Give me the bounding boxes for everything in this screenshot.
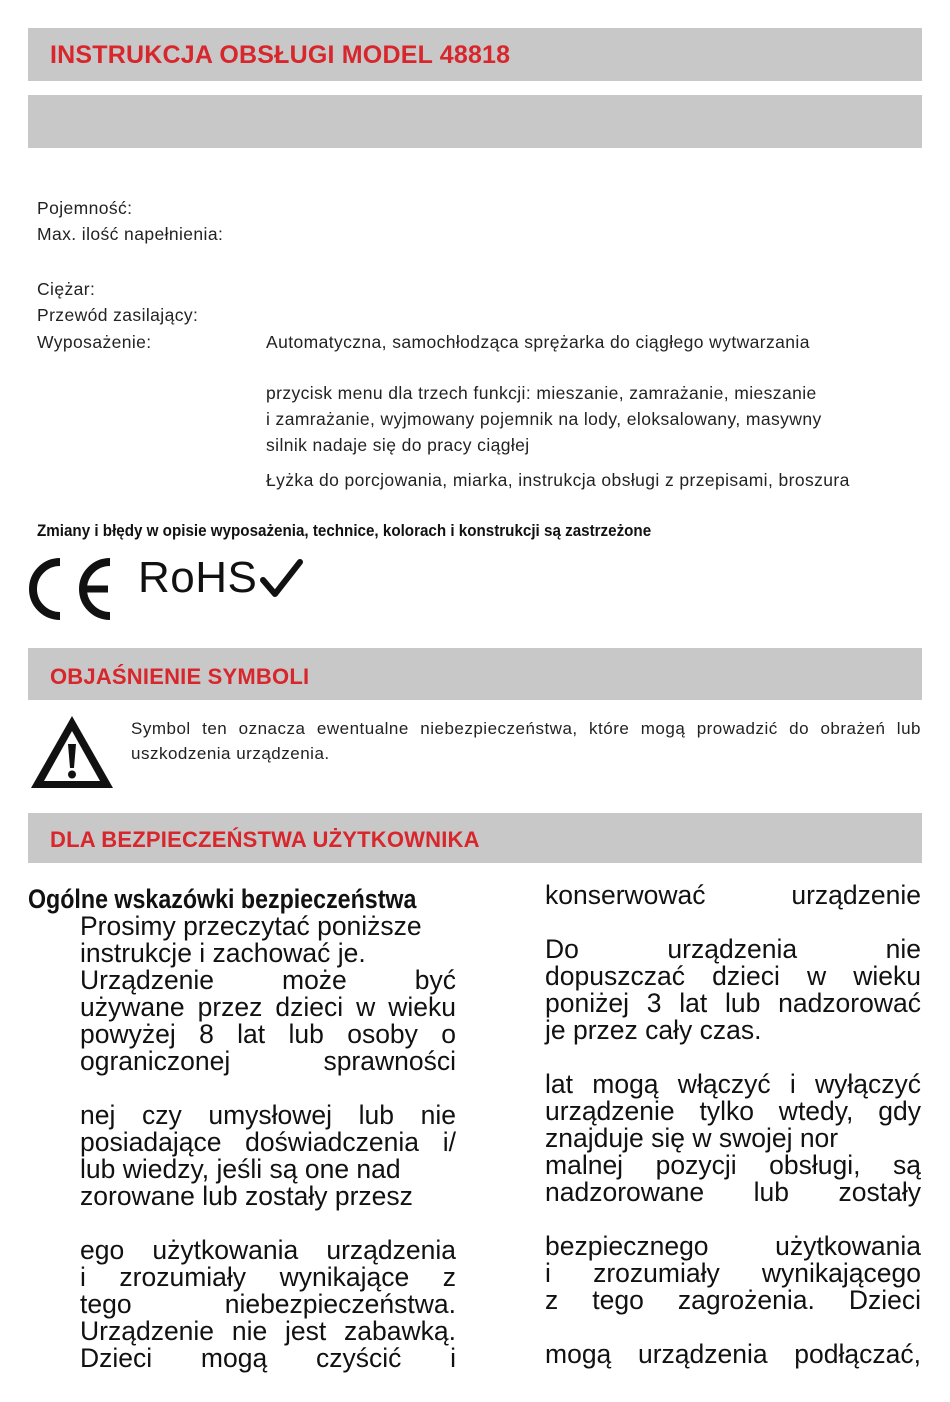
spec-capacity-label: Pojemność:	[37, 198, 133, 218]
text-line: powyżej 8 lat lub osoby o	[80, 1019, 456, 1049]
page-title: INSTRUKCJA OBSŁUGI MODEL 48818	[50, 41, 511, 69]
spec-equipment-line-1: Automatyczna, samochłodząca sprężarka do ciągłego wytwarzania	[266, 332, 810, 352]
symbols-section-title: OBJAŚNIENIE SYMBOLI	[50, 664, 310, 689]
spec-max-fill-label: Max. ilość napełnienia:	[37, 224, 224, 244]
spec-equipment-label: Wyposażenie:	[37, 332, 152, 352]
text-line: Dzieci mogą czyścić i	[80, 1343, 456, 1373]
ce-mark-icon	[26, 556, 120, 622]
text-line: używane przez dzieci w wieku	[80, 992, 456, 1022]
rohs-label: RoHS	[138, 553, 258, 602]
spec-weight-label: Ciężar:	[37, 279, 96, 299]
safety-right-column	[545, 882, 921, 1368]
text-line: nadzorowane lub zostały	[545, 1177, 921, 1207]
text-line: i zrozumiały wynikającego	[545, 1258, 921, 1288]
text-line: znajduje się w swojej nor	[545, 1123, 839, 1153]
subtitle-bar	[28, 95, 922, 148]
text-line: Urządzenie może być	[80, 965, 456, 995]
text-line: nej czy umysłowej lub nie	[80, 1100, 456, 1130]
safety-left-column	[80, 913, 456, 1372]
text-line: urządzenie tylko wtedy, gdy	[545, 1096, 921, 1126]
text-line: posiadające doświadczenia i/	[80, 1127, 456, 1157]
spec-equipment-line-2: przycisk menu dla trzech funkcji: mieszanie, zamrażanie, mieszanie	[266, 383, 817, 403]
spec-equipment-line-4: silnik nadaje się do pracy ciągłej	[266, 435, 530, 455]
symbol-description: Symbol ten oznacza ewentualne niebezpieczeństwa, które mogą prowadzić do obrażeń lub uszkodzenia urządzenia.	[131, 719, 921, 763]
text-line: zorowane lub zostały przesz	[80, 1181, 413, 1211]
spec-equipment-line-5: Łyżka do porcjowania, miarka, instrukcja obsługi z przepisami, broszura	[266, 470, 850, 490]
text-line: malnej pozycji obsługi, są	[545, 1150, 921, 1180]
text-line: konserwować urządzenie	[545, 880, 921, 910]
safety-section-title: DLA BEZPIECZEŃSTWA UŻYTKOWNIKA	[50, 827, 480, 852]
text-line: z tego zagrożenia. Dzieci	[545, 1285, 921, 1315]
text-line: dopuszczać dzieci w wieku	[545, 961, 921, 991]
text-line: lat mogą włączyć i wyłączyć	[545, 1069, 921, 1099]
disclaimer-text: Zmiany i błędy w opisie wyposażenia, technice, kolorach i konstrukcji są zastrzeżone	[37, 522, 652, 540]
safety-heading: Ogólne wskazówki bezpieczeństwa	[28, 884, 417, 914]
text-line: ego użytkowania urządzenia	[80, 1235, 456, 1265]
checkmark-icon	[260, 558, 304, 600]
text-line: bezpiecznego użytkowania	[545, 1231, 921, 1261]
text-line: Do urządzenia nie	[545, 934, 921, 964]
spec-equipment-line-3: i zamrażanie, wyjmowany pojemnik na lody, eloksalowany, masywny	[266, 409, 822, 429]
title-bar	[28, 28, 922, 81]
text-line: mogą urządzenia podłączać,	[545, 1339, 921, 1369]
text-line: i zrozumiały wynikające z	[80, 1262, 456, 1292]
text-line: tego niebezpieczeństwa.	[80, 1289, 456, 1319]
text-line: Prosimy przeczytać poniższe	[80, 911, 422, 941]
text-line: ograniczonej sprawności	[80, 1046, 456, 1076]
text-line: poniżej 3 lat lub nadzorować	[545, 988, 921, 1018]
text-line: je przez cały czas.	[545, 1015, 762, 1045]
symbols-section-bar	[28, 648, 922, 700]
safety-section-bar	[28, 813, 922, 863]
spec-cable-label: Przewód zasilający:	[37, 305, 199, 325]
text-line: instrukcje i zachować je.	[80, 938, 366, 968]
text-line: lub wiedzy, jeśli są one nad	[80, 1154, 401, 1184]
text-line: Urządzenie nie jest zabawką.	[80, 1316, 456, 1346]
warning-triangle-icon	[28, 712, 116, 792]
